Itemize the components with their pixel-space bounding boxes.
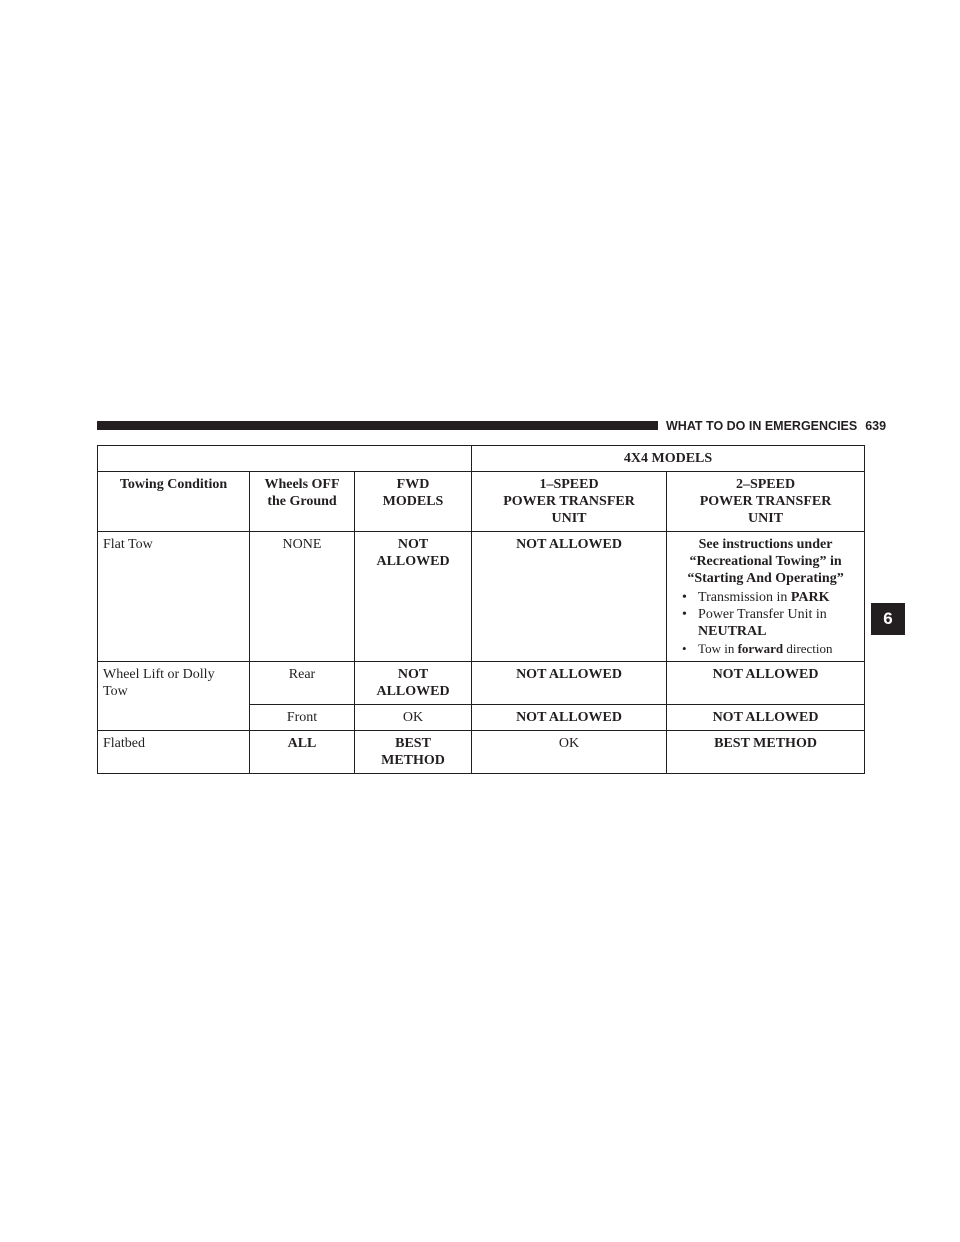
list-item: [672, 606, 859, 640]
page-number: 639: [865, 419, 887, 433]
cell-flat-tow-fwd-line2: ALLOWED: [376, 554, 450, 569]
col-header-wheels-off: [250, 472, 355, 532]
cell-flatbed-1-speed: OK: [472, 731, 667, 774]
flat-tow-note-line2: “Recreational Towing” in: [689, 554, 842, 569]
cell-flat-tow-2-speed: [667, 532, 865, 662]
cell-wheel-lift-rear-wheels: Rear: [250, 662, 355, 705]
col-header-2-speed-line3: UNIT: [748, 511, 784, 526]
cell-flatbed-2-speed: BEST METHOD: [667, 731, 865, 774]
table-row-flat-tow: [98, 532, 865, 662]
col-header-towing-condition-text: Towing Condition: [119, 477, 228, 492]
cell-flat-tow-fwd-line1: NOT: [397, 537, 429, 552]
table-row-group-header: [98, 446, 865, 472]
bullet-icon: •: [682, 607, 687, 622]
col-header-1-speed-line1: 1–SPEED: [539, 477, 599, 492]
col-header-towing-condition: [98, 472, 250, 532]
list-item-tail: direction: [783, 641, 833, 656]
cell-wheel-lift-front-fwd: OK: [355, 705, 472, 731]
cell-flat-tow-1-speed: NOT ALLOWED: [472, 532, 667, 662]
table-row-column-headers: [98, 472, 865, 532]
cell-wheel-lift-rear-fwd-line2: ALLOWED: [376, 684, 450, 699]
list-item-emphasis: NEUTRAL: [698, 624, 767, 639]
flat-tow-instructions-list: [672, 589, 859, 657]
list-item-text: Power Transfer Unit in: [698, 607, 827, 622]
col-header-2-speed-line1: 2–SPEED: [735, 477, 796, 492]
cell-wheel-lift-rear-fwd: [355, 662, 472, 705]
cell-wheel-lift-rear-fwd-line1: NOT: [397, 667, 429, 682]
cell-flatbed-fwd: [355, 731, 472, 774]
cell-wheel-lift-condition-line1: Wheel Lift or Dolly: [103, 667, 215, 682]
cell-flat-tow-fwd: [355, 532, 472, 662]
col-header-2-speed-line2: POWER TRANSFER: [699, 494, 832, 509]
list-item: [672, 589, 859, 606]
cell-wheel-lift-front-wheels: Front: [250, 705, 355, 731]
cell-flatbed-fwd-line2: METHOD: [381, 753, 445, 768]
list-item-emphasis: forward: [737, 641, 784, 656]
table-row-wheel-lift-rear: [98, 662, 865, 705]
cell-wheel-lift-front-1-speed: NOT ALLOWED: [472, 705, 667, 731]
col-header-1-speed-line2: POWER TRANSFER: [503, 494, 635, 509]
list-item: [672, 640, 859, 657]
col-header-fwd-line2: MODELS: [382, 494, 444, 509]
flat-tow-note-line1: See instructions under: [698, 537, 833, 552]
cell-wheel-lift-condition: [98, 662, 250, 731]
towing-table: [97, 445, 865, 774]
flat-tow-note-line3: “Starting And Operating”: [687, 571, 844, 586]
list-item-text: Transmission in: [698, 590, 791, 605]
group-header-4x4: 4X4 MODELS: [472, 446, 865, 472]
cell-flatbed-fwd-line1: BEST: [395, 736, 431, 751]
cell-flatbed-condition: Flatbed: [98, 731, 250, 774]
cell-wheel-lift-rear-2-speed: NOT ALLOWED: [667, 662, 865, 705]
col-header-fwd: [355, 472, 472, 532]
list-item-emphasis: PARK: [790, 590, 830, 605]
cell-wheel-lift-front-2-speed: NOT ALLOWED: [667, 705, 865, 731]
list-item-text: Tow in: [698, 641, 738, 656]
running-header: [666, 418, 887, 434]
bullet-icon: •: [682, 641, 687, 656]
col-header-1-speed: [472, 472, 667, 532]
col-header-fwd-line1: FWD: [396, 477, 430, 492]
cell-flatbed-wheels: ALL: [250, 731, 355, 774]
cell-wheel-lift-condition-line2: Tow: [103, 684, 128, 699]
cell-wheel-lift-rear-1-speed: NOT ALLOWED: [472, 662, 667, 705]
col-header-2-speed: [667, 472, 865, 532]
header-rule: [97, 421, 658, 430]
cell-flat-tow-condition: Flat Tow: [98, 532, 250, 662]
col-header-1-speed-line3: UNIT: [551, 511, 587, 526]
table-row-flatbed: [98, 731, 865, 774]
chapter-tab: 6: [871, 603, 905, 635]
table-cell-empty: [98, 446, 472, 472]
col-header-wheels-off-line1: Wheels OFF: [264, 477, 340, 492]
bullet-icon: •: [682, 590, 687, 605]
section-title: WHAT TO DO IN EMERGENCIES: [666, 419, 858, 433]
col-header-wheels-off-line2: the Ground: [267, 494, 337, 509]
cell-flat-tow-wheels: NONE: [250, 532, 355, 662]
